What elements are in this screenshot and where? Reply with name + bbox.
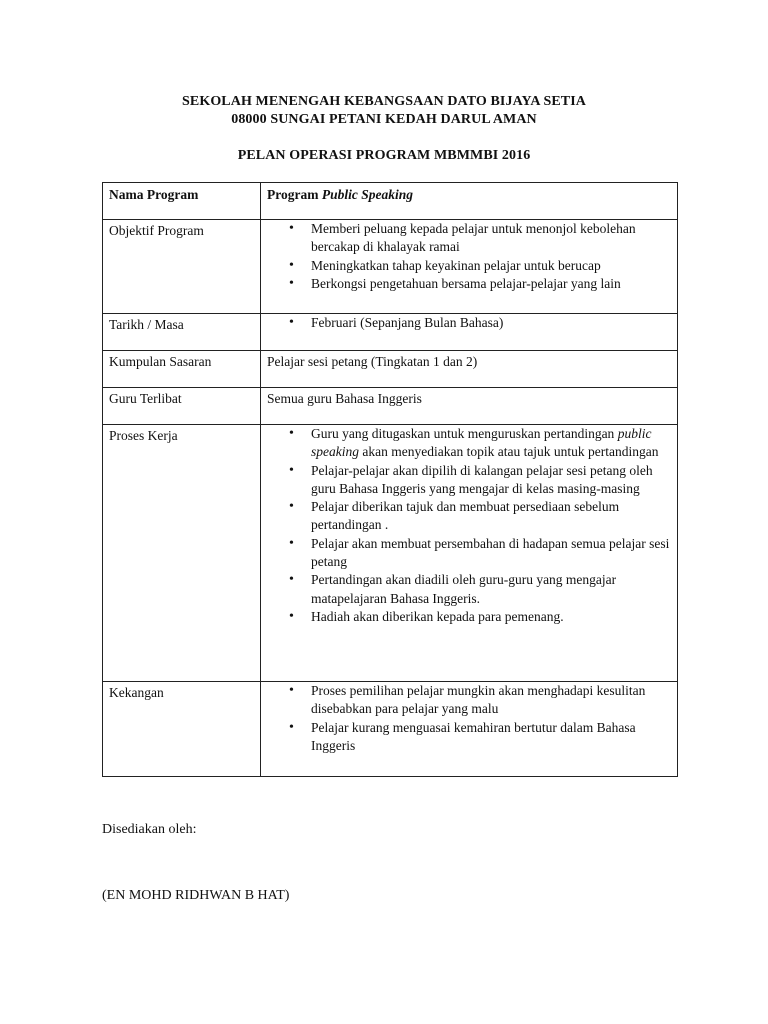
- list-item: • Pelajar akan membuat persembahan di hadapan semua pelajar sesi petang: [267, 535, 671, 572]
- document-title: PELAN OPERASI PROGRAM MBMMBI 2016: [237, 148, 531, 163]
- operation-plan-table: [102, 182, 678, 777]
- list-item: • Pelajar diberikan tajuk dan membuat persediaan sebelum pertandingan .: [267, 498, 671, 535]
- program-name-label: Nama Program: [103, 183, 261, 220]
- process-italic: public speaking: [311, 426, 652, 460]
- program-prefix: Program: [267, 187, 322, 202]
- target-group-value: Pelajar sesi petang (Tingkatan 1 dan 2): [261, 351, 678, 388]
- list-item: • Hadiah akan diberikan kepada para pemenang.: [267, 608, 671, 626]
- process-value: [261, 425, 678, 682]
- table-row: [103, 314, 678, 351]
- list-item: • Berkongsi pengetahuan bersama pelajar-pelajar yang lain: [267, 275, 671, 293]
- target-group-label: Kumpulan Sasaran: [103, 351, 261, 388]
- teacher-label: Guru Terlibat: [103, 388, 261, 425]
- list-item: • Pertandingan akan diadili oleh guru-guru yang mengajar matapelajaran Bahasa Inggeris.: [267, 571, 671, 608]
- objective-label: Objektif Program: [103, 220, 261, 314]
- list-item: • Februari (Sepanjang Bulan Bahasa): [267, 314, 671, 332]
- program-name-italic: Public Speaking: [321, 187, 413, 202]
- process-text: Guru yang ditugaskan untuk menguruskan pertandingan: [311, 426, 618, 441]
- process-label: Proses Kerja: [103, 425, 261, 682]
- constraint-list: [267, 682, 671, 755]
- constraint-label: Kekangan: [103, 682, 261, 777]
- list-item: [267, 425, 671, 462]
- list-item: • Pelajar-pelajar akan dipilih di kalangan pelajar sesi petang oleh guru Bahasa Inggeris yang mengajar di kelas masing-masing: [267, 462, 671, 499]
- date-value: [261, 314, 678, 351]
- date-label: Tarikh / Masa: [103, 314, 261, 351]
- constraint-value: [261, 682, 678, 777]
- objective-value: [261, 220, 678, 314]
- objective-list: [267, 220, 671, 293]
- list-item: • Memberi peluang kepada pelajar untuk menonjol kebolehan bercakap di khalayak ramai: [267, 220, 671, 257]
- prepared-by-label: Disediakan oleh:: [102, 822, 197, 837]
- table-row: [103, 682, 678, 777]
- school-name: SEKOLAH MENENGAH KEBANGSAAN DATO BIJAYA SETIA: [182, 94, 586, 109]
- school-address: 08000 SUNGAI PETANI KEDAH DARUL AMAN: [231, 112, 537, 127]
- table-row: [103, 388, 678, 425]
- table-row: [103, 351, 678, 388]
- table-row: [103, 425, 678, 682]
- table-row: [103, 183, 678, 220]
- list-item: • Meningkatkan tahap keyakinan pelajar untuk berucap: [267, 257, 671, 275]
- process-list: [267, 425, 671, 626]
- signer-name: (EN MOHD RIDHWAN B HAT): [102, 888, 290, 903]
- date-list: [267, 314, 671, 332]
- list-item: • Proses pemilihan pelajar mungkin akan menghadapi kesulitan disebabkan para pelajar yang malu: [267, 682, 671, 719]
- list-item: • Pelajar kurang menguasai kemahiran bertutur dalam Bahasa Inggeris: [267, 719, 671, 756]
- teacher-value: Semua guru Bahasa Inggeris: [261, 388, 678, 425]
- process-text: akan menyediakan topik atau tajuk untuk pertandingan: [359, 444, 659, 460]
- program-name-value: [261, 183, 678, 220]
- table-row: [103, 220, 678, 314]
